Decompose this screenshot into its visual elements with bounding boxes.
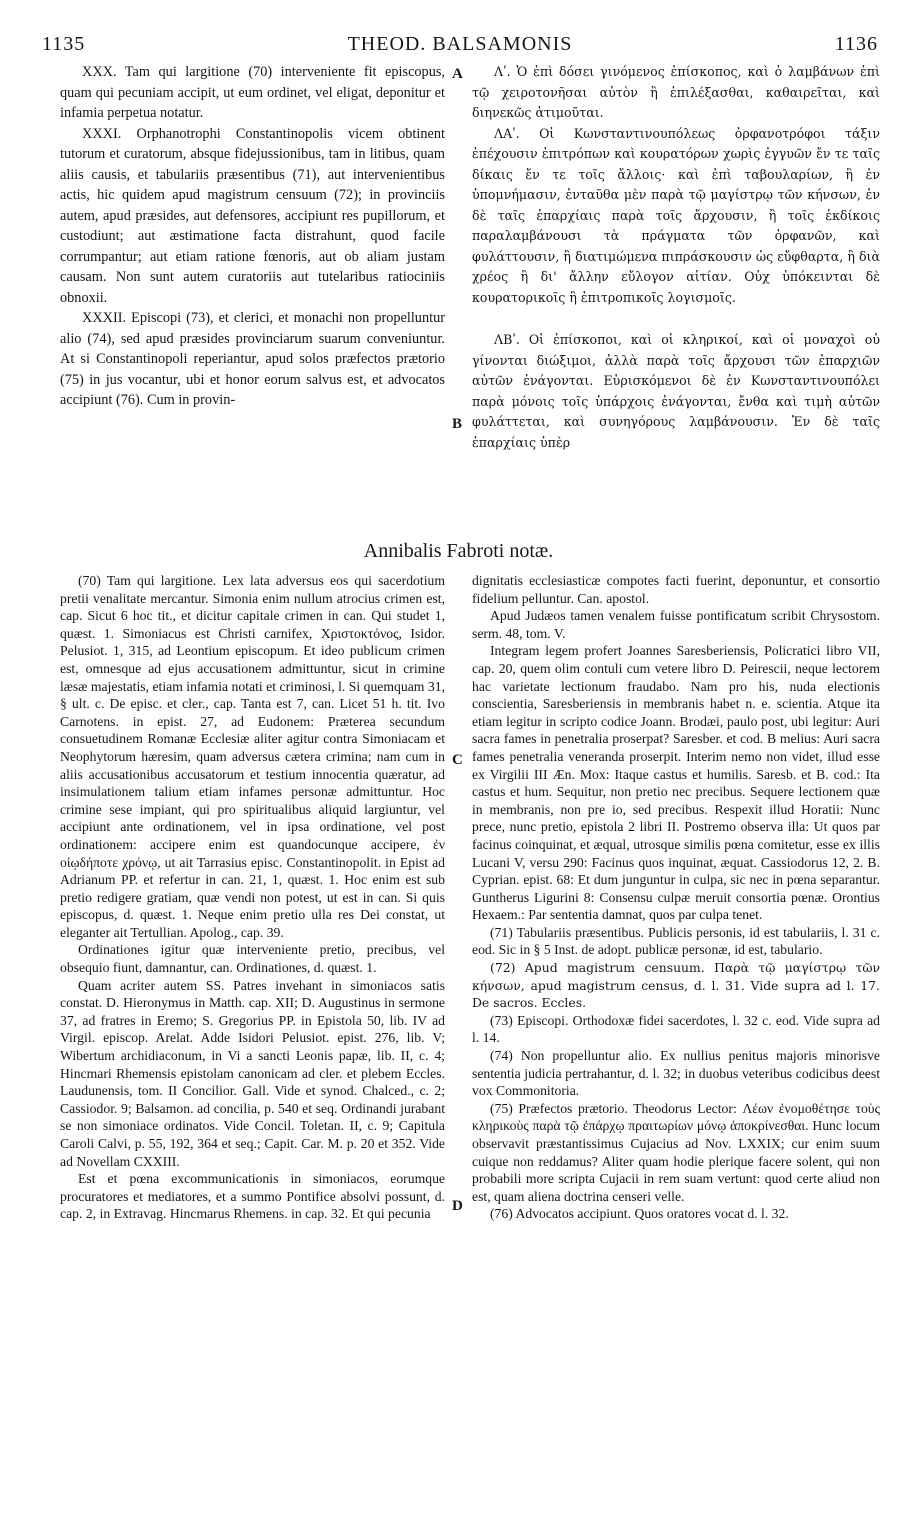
note-excommunicatio: Est et pœna excommunicationis in simoniacos, eorumque procuratores et mediatores, et a summo Pontifice absolvi possunt, d. cap. 2, in Extravag. Hincmarus Rhemens. in cap. 32. Et qui pecunia xyxy=(60,1171,445,1222)
note-patres: Quam acriter autem SS. Patres invehant in simoniacos satis constat. D. Hieronymus in Matth. cap. XII; D. Augustinus in sermone 37, ad fratres in Eremo; S. Gregorius PP. in Epistola 50, lib. IV ad Virgil. episcop. Arelat. Adde Isidori Pelusiot. epist. 276, lib. V; Wibertum archidiaconum, in Vi a sancti Leonis papæ, lib. II, c. 4; Hincmari Rhemensis epistolam canonicam ad cler. et plebem Eccles. Laudunensis, tom. II Concilior. Gall. Vide et synod. Chalced., c. 2; Cassiodor. 9; Balsamon. ad concilia, p. 540 et seq. Ordinandi jurabant se non simoniace ordinatos. Vide Concil. Toletan. II, c. 9; Capitula Caroli Calvi, p. 55, 192, 364 et seq.; Capit. Car. M. p. 20 et 352. Vide ad Novellam CXXIII. xyxy=(60,977,445,1169)
greek-paragraph-30: Λʹ. Ὁ ἐπὶ δόσει γινόμενος ἐπίσκοπος, καὶ ὁ λαμβάνων ἐπὶ τῷ χειροτονῆσαι αὐτὸν ἢ ἐπιλέξασθαι, καθαιρεῖται, καὶ διηνεκῶς ἀτιμοῦται. xyxy=(472,64,880,120)
margin-marker-a: A xyxy=(452,66,463,82)
page-number-right: 1136 xyxy=(834,33,878,55)
notes-heading: Annibalis Fabroti notæ. xyxy=(363,540,554,562)
note-76: (76) Advocatos accipiunt. Quos oratores vocat d. l. 32. xyxy=(490,1206,789,1222)
margin-marker-b: B xyxy=(452,416,463,432)
notes-right-column xyxy=(472,572,880,1223)
note-73: (73) Episcopi. Orthodoxæ fidei sacerdotes, l. 32 c. eod. Vide supra ad l. 14. xyxy=(472,1012,880,1046)
greek-paragraph-32: ΛΒʹ. Οἱ ἐπίσκοποι, καὶ οἱ κληρικοί, καὶ οἱ μοναχοὶ οὐ γίνονται διώξιμοι, ἀλλὰ παρὰ τοῖς ἄρχουσι τῶν ἐπαρχιῶν αὐτῶν ἐνάγονται. Εὑρισκόμενοι δὲ ἐν Κωνσταντινουπόλει παρὰ μόνοις τοῖς ὑπάρχοις ἐνάγονται, ἔνθα καὶ τιμὴ αὐτῶν φυλάττεται, καὶ συνηγόρους λαμβάνουσιν. Ἐν δὲ ταῖς ἐπαρχίαις ὑπὲρ xyxy=(472,332,880,450)
note-74: (74) Non propelluntur alio. Ex nullius penitus majoris minorisve sententia judicia pertrahantur, d. l. 32; in duobus veteribus codicibus deest vox Commonitoria. xyxy=(472,1048,880,1099)
margin-marker-c: C xyxy=(452,752,463,768)
note-judaei: Apud Judæos tamen venalem fuisse pontificatum scribit Chrysostom. serm. 48, tom. V. xyxy=(472,608,880,641)
latin-paragraph-32: XXXII. Episcopi (73), et clerici, et monachi non propelluntur alio (74), sed apud præsides provinciarum suarum conveniuntur. At si Constantinopoli reperiantur, apud solos præfectos prætorio (75) in jus vocantur, ubi et honor eorum salvus est, et advocatos accipiunt (76). Cum in provin- xyxy=(60,310,445,408)
margin-marker-d: D xyxy=(452,1198,463,1214)
note-70: (70) Tam qui largitione. Lex lata adversus eos qui sacerdotium pretii venalitate mercantur. Simonia enim nullum atrocius crimen est, cap. Sicut 6 hoc tit., et dicitur capitale crimen in can. Qui studet 1, quæst. 1. Simoniacus est Christi carnifex, Χριστοκτόνος, Isidor. Pelusiot. 1, 315, ad Leontium episcopum. Et ideo publicum crimen est, omnesque ad ejus accusationem admittuntur, sicut in crimine læsæ majestatis, etiam infamia notati et criminosi, l. Si quemquam 31, § ult. c. De episc. et cler., cap. Tanta est 7, can. Licet 51 h. tit. Ivo Carnotens. in epist. 27, ad Eudonem: Præterea secundum consuetudinem Romanæ Ecclesiæ aliter agitur contra Simoniacam et Neophytorum hæresim, quam adversus cætera crimina; nam cum in aliis accusationibus accusatorum et testium innocentia quæratur, ad insimulationem talium etiam infames personæ admittuntur. Hoc crimine sese impiant, qui pro spiritualibus aliquid largiuntur, vel accipiunt ante ordinationem, vel in ipsa ordinatione, vel post ordinationem: accipere enim est quandocunque accipere, ἐν οἱῳδήποτε χρόνῳ, ut ait Tarrasius episc. Constantinopolit. in Epist ad Adrianum PP. et refertur in can. 21, 1, quæst. 1. Hoc enim est sub pretio redigere gratiam, quæ vendi non potest, ut est in can. Si quis episcopus, d. quæst. 1. Neque enim pretio ulla res Dei constat, ut eleganter ait Tertullian. Apolog., cap. 39. xyxy=(60,573,445,940)
note-saresberiensis: Integram legem profert Joannes Saresberiensis, Policratici libro VII, cap. 20, quem olim contuli cum vetere libro D. Peirescii, neque lectorem hac varietate lectionum fraudabo. Nam pro his, nuda electionis conscientia, Saresberiensis in membranis habet n. e. scientia. Atque ita etiam legitur in scripto codice Joann. Brodæi, paulo post, ubi legitur: Auri sacra fames in penetralia proserpat? Saresber. et cod. B melius: Auri sacra fames penetralia veneranda proserpit. Interim nemo non videt, illud esse ex Virgilii III Æn. Mox: Itaque castus et humilis. Saresb. et B. cod.: Ita castus et hum. Sequitur, non pretio nec precibus. Sequere lectionem quæ in membranis, non pre io, sed precibus. Respexit illud Horatii: Nunc prece, nunc pretio, epistola 2 libri II. Postremo observa illa: Ut quos par facinus coinquinat, et æqual, utrosque similis pœna comitetur, esse ex illis Lucani V, versu 290: Facinus quos inquinat, æquat. Cassiodorus 12, 2. B. Cyprian. epist. 68: Et dum junguntur in culpa, sic nec in pœna separantur. Guntherus Ligurini 8: Consensu culpæ meruit consortia pœnæ. Orontius Hexaem.: Par sententia damnat, quos par culpa tenet. xyxy=(472,643,880,923)
page-header xyxy=(42,33,878,57)
note-72: (72) Apud magistrum censuum. Παρὰ τῷ μαγίστρῳ τῶν κήνσων, apud magistrum census, d. l. 31. Vide supra ad l. 17. De sacros. Eccles. xyxy=(472,960,880,1011)
latin-paragraph-31: XXXI. Orphanotrophi Constantinopolis vicem obtinent tutorum et curatorum, absque fidejussionibus, tam in litibus, quam aliis causis, et tabulariis præsentibus (71), aut intervenientibus actis, hic quidem apud magistrum censuum (72); in provinciis autem, apud præsides, aut defensores, accipiunt res pupillorum, et custodiunt; aut æstimatione facta distrahunt, quod facile corrumpantur; aut etiam ratione fœnoris, aut ob aliam justam causam. Non sunt autem curatoriis aut tutelaribus ratiociniis obnoxii. xyxy=(60,125,445,306)
notes-left-column xyxy=(60,572,445,1223)
latin-paragraph-30: XXX. Tam qui largitione (70) interveniente fit episcopus, quam qui pecuniam accipit, ut eum ordinet, vel eligat, deponitur et infamia perpetua notatur. xyxy=(60,64,445,121)
note-ordinationes: Ordinationes igitur quæ interveniente pretio, precibus, vel obsequio fiunt, damnantur, can. Ordinationes, d. quæst. 1. xyxy=(60,942,445,976)
page-number-left: 1135 xyxy=(42,33,86,55)
greek-paragraph-31: ΛΑʹ. Οἱ Κωνσταντινουπόλεως ὀρφανοτρόφοι τάξιν ἐπέχουσιν ἐπιτρόπων καὶ κουρατόρων χωρὶς ἐγγυῶν ἔν τε ταῖς δίκαις ἔν τε τοῖς ἄλλοις· καὶ ἐπὶ ταβουλαρίων, ἢ ἐν ὑπομνήμασιν, ἐνταῦθα μὲν παρὰ τῷ μαγίστρῳ τῶν κήνσων, ἐν δὲ ταῖς ἐπαρχίαις παρὰ τοῖς ἄρχουσιν, ἢ τοῖς ἐκδίκοις παραλαμβάνουσι τὰ πράγματα τῶν ὀρφανῶν, καὶ φυλάττουσιν, ἢ διατιμώμενα πιπράσκουσιν ὡς εὔφθαρτα, ἢ διὰ χρέος ἢ δι' ἄλλην εὔλογον αἰτίαν. Οὐχ ὑπόκεινται δὲ κουρατορικοῖς ἢ ἐπιτροπικοῖς λογισμοῖς. xyxy=(472,125,880,305)
note-71: (71) Tabulariis præsentibus. Publicis personis, id est tabulariis, l. 31 c. eod. Sic in § 5 Inst. de adopt. publicæ personæ, id est, tabulario. xyxy=(472,924,880,958)
note-75: (75) Præfectos prætorio. Theodorus Lector: Λέων ἐνομοθέτησε τοὺς κληρικοὺς παρὰ τῷ ἐπάρχῳ πραιτωρίων μόνῳ ἀποκρίνεσθαι. Hunc locum observavit præstantissimus Cujacius ad Nov. LXXIX; cur enim suum cuique non reddamus? Aliter quam hodie plerique facere solent, qui non probabili more scripta Cujacii in rem suam vertunt: quod certe aliud non est, quam aliena doctrina censeri velle. xyxy=(472,1100,880,1204)
note-continuation: dignitatis ecclesiasticæ compotes facti fuerint, deponuntur, et consortio fidelium pelluntur. Can. apostol. xyxy=(472,573,880,606)
running-title: THEOD. BALSAMONIS xyxy=(347,33,573,55)
latin-text-column xyxy=(60,62,445,411)
greek-text-column xyxy=(472,62,880,453)
